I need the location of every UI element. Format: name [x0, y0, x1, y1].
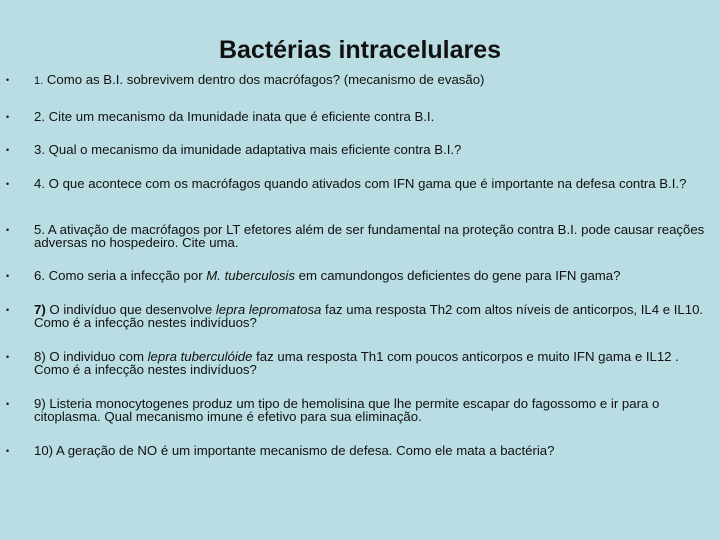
bullet: • — [6, 145, 10, 155]
question-text: 10) A geração de NO é um importante mecanismo de defesa. Como ele mata a bactéria? — [34, 443, 555, 458]
question-text: 9) Listeria monocytogenes produz um tipo de hemolisina que lhe permite escapar do fagossomo e ir para o citoplasma. Qual mecanismo imune é efetivo para sua eliminação. — [34, 396, 660, 424]
question-number: 7) — [34, 302, 46, 317]
question-text: 4. O que acontece com os macrófagos quando ativados com IFN gama que é importante na defesa contra B.I.? — [34, 176, 687, 191]
question-text: 8) O individuo com lepra tuberculóide faz uma resposta Th1 com poucos anticorpos e muito IFN gama e IL12 . Como é a infecção nestes indivíduos? — [34, 349, 679, 377]
question-text: 3. Qual o mecanismo da imunidade adaptativa mais eficiente contra B.I.? — [34, 142, 462, 157]
bullet: • — [6, 352, 10, 362]
question-text: 6. Como seria a infecção por M. tuberculosis em camundongos deficientes do gene para IFN gama? — [34, 268, 621, 283]
bullet: • — [6, 112, 10, 122]
bullet: • — [6, 179, 10, 189]
bullet: • — [6, 75, 10, 85]
bullet: • — [6, 399, 10, 409]
page-title: Bactérias intracelulares — [218, 36, 502, 64]
question-text: 5. A ativação de macrófagos por LT efetores além de ser fundamental na proteção contra B.I. pode causar reações adversas no hospedeiro. Cite uma. — [34, 222, 705, 250]
question-text: 2. Cite um mecanismo da Imunidade inata que é eficiente contra B.I. — [34, 109, 435, 124]
question-text: 7) O indivíduo que desenvolve lepra lepromatosa faz uma resposta Th2 com altos níveis de anticorpos, IL4 e IL10. Como é a infecção nestes indivíduos? — [34, 302, 704, 330]
disease-name: lepra tuberculóide — [147, 349, 253, 364]
bullet: • — [6, 446, 10, 456]
bullet: • — [6, 271, 10, 281]
question-text: 1. Como as B.I. sobrevivem dentro dos macrófagos? (mecanismo de evasão) — [34, 72, 485, 87]
bullet: • — [6, 305, 10, 315]
question-number: 1. — [34, 75, 44, 87]
disease-name: lepra lepromatosa — [215, 302, 322, 317]
bullet: • — [6, 225, 10, 235]
species-name: M. tuberculosis — [206, 268, 295, 283]
